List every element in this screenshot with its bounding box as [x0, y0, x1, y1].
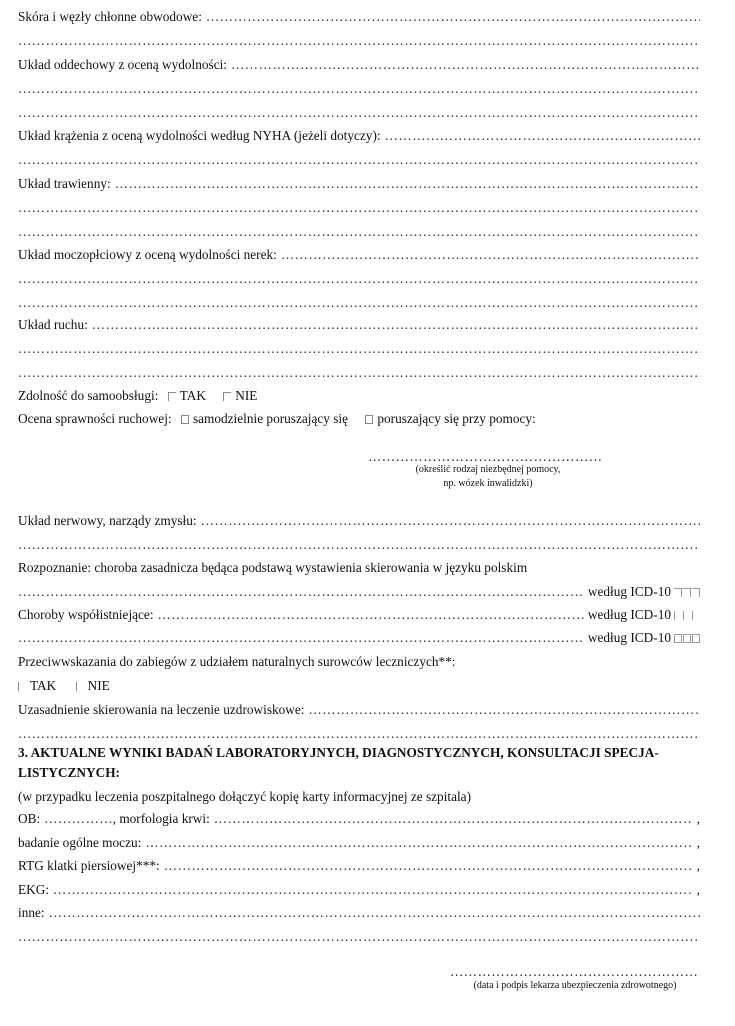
ob-label: OB:	[18, 811, 41, 826]
motor-line-3[interactable]	[18, 366, 700, 382]
comorbidities-icd-label: według ICD-10	[587, 607, 671, 622]
respiratory-field[interactable]	[18, 58, 700, 74]
urine-field[interactable]: badanie ogólne moczu: ………………………………………………………………………………………………………………………………………………………………………………………………………… ,	[18, 836, 700, 852]
justification-field[interactable]	[18, 703, 700, 719]
motor-line-2[interactable]	[18, 342, 700, 358]
diagnosis-icd-boxes[interactable]	[671, 585, 700, 598]
comorbidities-field[interactable]	[18, 608, 700, 624]
other-label: inne:	[18, 905, 45, 920]
diagnosis-icd-label: według ICD-10	[587, 584, 671, 599]
comorbidities-field-2[interactable]	[18, 631, 700, 647]
contraindications-row	[18, 679, 700, 695]
ekg-field[interactable]: EKG: ………………………………………………………………………………………………………………………………………………………………………………………………………… ,	[18, 883, 700, 899]
urinary-line-2[interactable]	[18, 272, 700, 288]
skin-line-2[interactable]	[18, 34, 700, 50]
neuro-label: Układ nerwowy, narządy zmysłu:	[18, 513, 197, 528]
motor-field[interactable]	[18, 318, 700, 334]
diagnosis-label: Rozpoznanie: choroba zasadnicza będąca podstawą wystawienia skierowania w języku polskim	[18, 560, 528, 575]
contraindications-no-label: NIE	[87, 678, 110, 693]
contraindications-yes-label: TAK	[30, 678, 57, 693]
justification-label: Uzasadnienie skierowania na leczenie uzdrowiskowe:	[18, 702, 305, 717]
morphology-label: , morfologia krwi:	[112, 811, 210, 826]
section3-note: (w przypadku leczenia poszpitalnego dołączyć kopię karty informacyjnej ze szpitala)	[18, 789, 472, 804]
xray-label: RTG klatki piersiowej***:	[18, 858, 160, 873]
mobility-independent-label: samodzielnie poruszający się	[192, 411, 349, 426]
mobility-aid-field[interactable]: ……………………………………………	[368, 450, 603, 464]
urinary-field[interactable]	[18, 248, 700, 264]
other-line-2[interactable]	[18, 930, 700, 946]
mobility-assisted-checkbox[interactable]	[365, 415, 373, 424]
justification-line-2[interactable]	[18, 727, 700, 743]
circulatory-line-2[interactable]	[18, 153, 700, 169]
comorbidities-icd-boxes[interactable]	[671, 608, 700, 621]
selfcare-row	[18, 389, 700, 405]
contraindications-yes-checkbox[interactable]	[18, 682, 26, 691]
section3-heading-line1: 3. AKTUALNE WYNIKI BADAŃ LABORATORYJNYCH, DIAGNOSTYCZNYCH, KONSULTACJI SPECJA-	[18, 745, 659, 760]
comorbidities-icd-boxes-2[interactable]	[671, 631, 700, 644]
digestive-line-3[interactable]	[18, 225, 700, 241]
selfcare-yes-checkbox[interactable]	[168, 392, 176, 401]
urinary-line-3[interactable]	[18, 296, 700, 312]
signature-caption: (data i podpis lekarza ubezpieczenia zdrowotnego)	[473, 980, 677, 991]
skin-field[interactable]	[18, 10, 700, 26]
motor-label: Układ ruchu:	[18, 317, 88, 332]
mobility-aid-note-1: (określić rodzaj niezbędnej pomocy,	[415, 464, 561, 475]
neuro-line-2[interactable]	[18, 538, 700, 554]
medical-referral-form	[18, 0, 700, 1026]
selfcare-yes-label: TAK	[179, 388, 206, 403]
mobility-independent-checkbox[interactable]	[181, 415, 189, 424]
circulatory-label: Układ krążenia z oceną wydolności według NYHA (jeżeli dotyczy):	[18, 128, 381, 143]
mobility-aid-note-2: np. wózek inwalidzki)	[443, 478, 533, 489]
selfcare-label: Zdolność do samoobsługi:	[18, 388, 159, 403]
comorbidities-label: Choroby współistniejące:	[18, 607, 154, 622]
skin-label: Skóra i węzły chłonne obwodowe:	[18, 9, 202, 24]
selfcare-no-label: NIE	[235, 388, 258, 403]
respiratory-line-3[interactable]	[18, 106, 700, 122]
xray-field[interactable]: RTG klatki piersiowej***: ………………………………………………………………………………………………………………………………………………………………………………………………………… ,	[18, 859, 700, 875]
mobility-row	[18, 412, 700, 428]
comorbidities-icd-label-2: według ICD-10	[587, 630, 671, 645]
other-field[interactable]	[18, 906, 700, 922]
contraindications-label: Przeciwwskazania do zabiegów z udziałem naturalnych surowców leczniczych**:	[18, 654, 456, 669]
digestive-label: Układ trawienny:	[18, 176, 111, 191]
signature-line[interactable]	[450, 965, 700, 981]
ekg-label: EKG:	[18, 882, 50, 897]
ob-morphology-field[interactable]: OB: ………………………………………………………………………………………………………………………………………………………………………………………………………… , morfologia krwi: ………………………………………………………………………………………………………………………………………………………………………………………………………… ,	[18, 812, 700, 828]
diagnosis-field[interactable]	[18, 585, 700, 601]
respiratory-label: Układ oddechowy z oceną wydolności:	[18, 57, 227, 72]
section3-heading-line2: LISTYCZNYCH:	[18, 765, 120, 780]
neuro-field[interactable]	[18, 514, 700, 530]
mobility-assisted-label: poruszający się przy pomocy:	[377, 411, 536, 426]
ob-input[interactable]	[44, 812, 113, 825]
digestive-line-2[interactable]	[18, 201, 700, 217]
respiratory-line-2[interactable]	[18, 82, 700, 98]
circulatory-field[interactable]	[18, 129, 700, 145]
mobility-label: Ocena sprawności ruchowej:	[18, 411, 172, 426]
digestive-field[interactable]	[18, 177, 700, 193]
urinary-label: Układ moczopłciowy z oceną wydolności nerek:	[18, 247, 277, 262]
contraindications-no-checkbox[interactable]	[76, 682, 84, 691]
selfcare-no-checkbox[interactable]	[223, 392, 231, 401]
urine-label: badanie ogólne moczu:	[18, 835, 142, 850]
morphology-input[interactable]	[214, 812, 693, 825]
